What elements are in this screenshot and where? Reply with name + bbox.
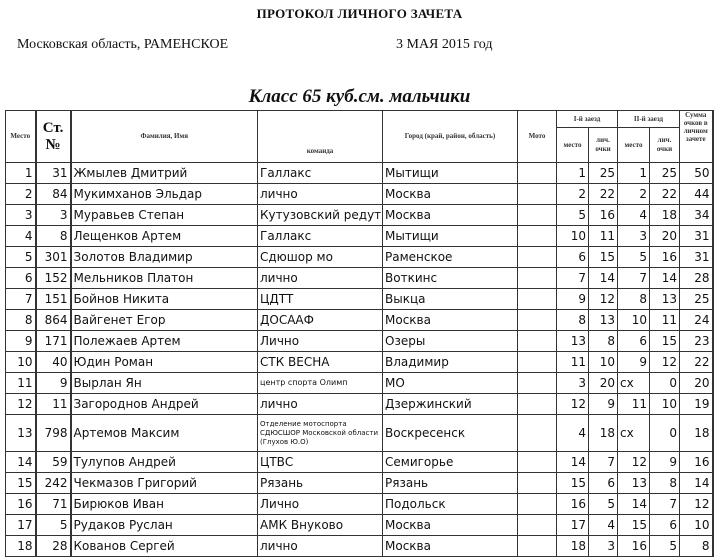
header-race1: I-й заезд bbox=[557, 111, 618, 128]
moto-cell bbox=[518, 247, 557, 268]
race2-points-cell: 25 bbox=[650, 163, 680, 184]
place-cell: 16 bbox=[6, 494, 36, 515]
total-cell: 10 bbox=[680, 515, 713, 536]
place-cell: 8 bbox=[6, 310, 36, 331]
name-cell: Мукимханов Эльдар bbox=[71, 184, 258, 205]
total-cell: 8 bbox=[680, 536, 713, 557]
race1-points-cell: 22 bbox=[589, 184, 618, 205]
protocol-title: ПРОТОКОЛ ЛИЧНОГО ЗАЧЕТА bbox=[256, 6, 463, 21]
race1-points-cell: 6 bbox=[589, 473, 618, 494]
header-race1-points: лич. очки bbox=[589, 128, 618, 163]
total-cell: 12 bbox=[680, 494, 713, 515]
place-cell: 10 bbox=[6, 352, 36, 373]
number-cell: 8 bbox=[36, 226, 71, 247]
table-row bbox=[6, 331, 713, 352]
race1-points-cell: 11 bbox=[589, 226, 618, 247]
total-cell: 34 bbox=[680, 205, 713, 226]
race2-place-cell: сх bbox=[618, 415, 650, 452]
race1-points-cell: 10 bbox=[589, 352, 618, 373]
place-cell: 1 bbox=[6, 163, 36, 184]
race1-place-cell: 10 bbox=[557, 226, 589, 247]
number-cell: 152 bbox=[36, 268, 71, 289]
place-cell: 5 bbox=[6, 247, 36, 268]
moto-cell bbox=[518, 473, 557, 494]
table-row bbox=[6, 415, 713, 452]
event-date: 3 МАЯ 2015 год bbox=[396, 37, 493, 52]
moto-cell bbox=[518, 205, 557, 226]
race2-points-cell: 0 bbox=[650, 415, 680, 452]
number-cell: 31 bbox=[36, 163, 71, 184]
race2-points-cell: 20 bbox=[650, 226, 680, 247]
number-cell: 171 bbox=[36, 331, 71, 352]
results-body bbox=[6, 163, 713, 557]
name-cell: Бирюков Иван bbox=[71, 494, 258, 515]
race2-place-cell: 8 bbox=[618, 289, 650, 310]
name-cell: Муравьев Степан bbox=[71, 205, 258, 226]
city-cell: Мытищи bbox=[383, 226, 518, 247]
moto-cell bbox=[518, 415, 557, 452]
race1-points-cell: 12 bbox=[589, 289, 618, 310]
table-row bbox=[6, 310, 713, 331]
number-cell: 40 bbox=[36, 352, 71, 373]
header-moto: Мото bbox=[518, 111, 557, 163]
place-cell: 7 bbox=[6, 289, 36, 310]
race2-place-cell: 4 bbox=[618, 205, 650, 226]
city-cell: МО bbox=[383, 373, 518, 394]
place-cell: 17 bbox=[6, 515, 36, 536]
team-cell: лично bbox=[258, 536, 383, 557]
race1-place-cell: 12 bbox=[557, 394, 589, 415]
number-cell: 3 bbox=[36, 205, 71, 226]
name-cell: Лещенков Артем bbox=[71, 226, 258, 247]
place-cell: 6 bbox=[6, 268, 36, 289]
race1-place-cell: 2 bbox=[557, 184, 589, 205]
total-cell: 44 bbox=[680, 184, 713, 205]
race2-points-cell: 14 bbox=[650, 268, 680, 289]
number-cell: 242 bbox=[36, 473, 71, 494]
place-cell: 3 bbox=[6, 205, 36, 226]
name-cell: Жмылев Дмитрий bbox=[71, 163, 258, 184]
place-cell: 12 bbox=[6, 394, 36, 415]
place-cell: 11 bbox=[6, 373, 36, 394]
total-cell: 31 bbox=[680, 226, 713, 247]
name-cell: Рудаков Руслан bbox=[71, 515, 258, 536]
total-cell: 20 bbox=[680, 373, 713, 394]
table-row bbox=[6, 394, 713, 415]
moto-cell bbox=[518, 515, 557, 536]
city-cell: Москва bbox=[383, 536, 518, 557]
race2-points-cell: 5 bbox=[650, 536, 680, 557]
table-row bbox=[6, 452, 713, 473]
results-table bbox=[5, 110, 714, 557]
name-cell: Бойнов Никита bbox=[71, 289, 258, 310]
race2-points-cell: 16 bbox=[650, 247, 680, 268]
header-race2: II-й заезд bbox=[618, 111, 680, 128]
team-cell: АМК Внуково bbox=[258, 515, 383, 536]
number-cell: 11 bbox=[36, 394, 71, 415]
moto-cell bbox=[518, 226, 557, 247]
race1-points-cell: 18 bbox=[589, 415, 618, 452]
table-row bbox=[6, 289, 713, 310]
city-cell: Мытищи bbox=[383, 163, 518, 184]
header-race2-place: место bbox=[618, 128, 650, 163]
number-cell: 5 bbox=[36, 515, 71, 536]
table-row bbox=[6, 205, 713, 226]
race2-place-cell: 6 bbox=[618, 331, 650, 352]
table-row bbox=[6, 184, 713, 205]
header-number: Ст. № bbox=[36, 111, 71, 163]
moto-cell bbox=[518, 331, 557, 352]
race2-place-cell: 10 bbox=[618, 310, 650, 331]
number-cell: 71 bbox=[36, 494, 71, 515]
race1-points-cell: 15 bbox=[589, 247, 618, 268]
race2-points-cell: 12 bbox=[650, 352, 680, 373]
place-cell: 15 bbox=[6, 473, 36, 494]
city-cell: Москва bbox=[383, 205, 518, 226]
race1-points-cell: 25 bbox=[589, 163, 618, 184]
number-cell: 84 bbox=[36, 184, 71, 205]
race2-points-cell: 11 bbox=[650, 310, 680, 331]
header-race2-points: лич. очки bbox=[650, 128, 680, 163]
team-cell: Галлакс bbox=[258, 226, 383, 247]
race1-points-cell: 20 bbox=[589, 373, 618, 394]
number-cell: 864 bbox=[36, 310, 71, 331]
header-place: Место bbox=[6, 111, 36, 163]
table-row bbox=[6, 226, 713, 247]
race2-points-cell: 8 bbox=[650, 473, 680, 494]
race1-points-cell: 7 bbox=[589, 452, 618, 473]
moto-cell bbox=[518, 536, 557, 557]
place-cell: 4 bbox=[6, 226, 36, 247]
team-cell: Лично bbox=[258, 494, 383, 515]
city-cell: Озеры bbox=[383, 331, 518, 352]
race1-place-cell: 9 bbox=[557, 289, 589, 310]
total-cell: 14 bbox=[680, 473, 713, 494]
city-cell: Подольск bbox=[383, 494, 518, 515]
race2-place-cell: 12 bbox=[618, 452, 650, 473]
team-cell: лично bbox=[258, 184, 383, 205]
number-cell: 301 bbox=[36, 247, 71, 268]
total-cell: 16 bbox=[680, 452, 713, 473]
total-cell: 50 bbox=[680, 163, 713, 184]
team-cell: Кутузовский редут bbox=[258, 205, 383, 226]
table-row bbox=[6, 515, 713, 536]
race1-points-cell: 3 bbox=[589, 536, 618, 557]
table-row bbox=[6, 373, 713, 394]
moto-cell bbox=[518, 184, 557, 205]
race2-place-cell: 2 bbox=[618, 184, 650, 205]
name-cell: Вырлан Ян bbox=[71, 373, 258, 394]
team-cell: Сдюшор мо bbox=[258, 247, 383, 268]
table-row bbox=[6, 494, 713, 515]
race1-place-cell: 6 bbox=[557, 247, 589, 268]
name-cell: Вайгенет Егор bbox=[71, 310, 258, 331]
table-row bbox=[6, 268, 713, 289]
race1-place-cell: 15 bbox=[557, 473, 589, 494]
race2-points-cell: 22 bbox=[650, 184, 680, 205]
name-cell: Юдин Роман bbox=[71, 352, 258, 373]
header-race1-place: место bbox=[557, 128, 589, 163]
number-cell: 59 bbox=[36, 452, 71, 473]
city-cell: Выкца bbox=[383, 289, 518, 310]
race1-place-cell: 8 bbox=[557, 310, 589, 331]
race2-points-cell: 0 bbox=[650, 373, 680, 394]
race1-points-cell: 14 bbox=[589, 268, 618, 289]
moto-cell bbox=[518, 163, 557, 184]
name-cell: Загороднов Андрей bbox=[71, 394, 258, 415]
race1-place-cell: 11 bbox=[557, 352, 589, 373]
race1-place-cell: 5 bbox=[557, 205, 589, 226]
team-cell: Рязань bbox=[258, 473, 383, 494]
race2-points-cell: 9 bbox=[650, 452, 680, 473]
city-cell: Воткинс bbox=[383, 268, 518, 289]
moto-cell bbox=[518, 268, 557, 289]
name-cell: Тулупов Андрей bbox=[71, 452, 258, 473]
race1-points-cell: 5 bbox=[589, 494, 618, 515]
race2-points-cell: 6 bbox=[650, 515, 680, 536]
number-cell: 9 bbox=[36, 373, 71, 394]
race1-place-cell: 14 bbox=[557, 452, 589, 473]
name-cell: Мельников Платон bbox=[71, 268, 258, 289]
team-cell: лично bbox=[258, 394, 383, 415]
name-cell: Чекмазов Григорий bbox=[71, 473, 258, 494]
moto-cell bbox=[518, 394, 557, 415]
moto-cell bbox=[518, 452, 557, 473]
race2-place-cell: 13 bbox=[618, 473, 650, 494]
place-cell: 2 bbox=[6, 184, 36, 205]
race2-place-cell: 11 bbox=[618, 394, 650, 415]
race2-place-cell: 9 bbox=[618, 352, 650, 373]
name-cell: Кованов Сергей bbox=[71, 536, 258, 557]
city-cell: Москва bbox=[383, 515, 518, 536]
race1-place-cell: 7 bbox=[557, 268, 589, 289]
class-heading: Класс 65 куб.см. мальчики bbox=[248, 86, 471, 107]
race2-points-cell: 13 bbox=[650, 289, 680, 310]
race2-place-cell: 14 bbox=[618, 494, 650, 515]
race1-place-cell: 1 bbox=[557, 163, 589, 184]
race1-points-cell: 16 bbox=[589, 205, 618, 226]
moto-cell bbox=[518, 352, 557, 373]
table-row bbox=[6, 163, 713, 184]
total-cell: 28 bbox=[680, 268, 713, 289]
total-cell: 24 bbox=[680, 310, 713, 331]
place-cell: 13 bbox=[6, 415, 36, 452]
total-cell: 23 bbox=[680, 331, 713, 352]
race1-place-cell: 17 bbox=[557, 515, 589, 536]
city-cell: Москва bbox=[383, 184, 518, 205]
name-cell: Золотов Владимир bbox=[71, 247, 258, 268]
moto-cell bbox=[518, 310, 557, 331]
race1-points-cell: 9 bbox=[589, 394, 618, 415]
place-cell: 18 bbox=[6, 536, 36, 557]
race1-points-cell: 13 bbox=[589, 310, 618, 331]
moto-cell bbox=[518, 289, 557, 310]
race2-points-cell: 10 bbox=[650, 394, 680, 415]
city-cell: Владимир bbox=[383, 352, 518, 373]
table-row bbox=[6, 536, 713, 557]
total-cell: 25 bbox=[680, 289, 713, 310]
moto-cell bbox=[518, 494, 557, 515]
race1-place-cell: 18 bbox=[557, 536, 589, 557]
number-cell: 28 bbox=[36, 536, 71, 557]
team-cell: ЦДТТ bbox=[258, 289, 383, 310]
place-cell: 9 bbox=[6, 331, 36, 352]
header-city: Город (край, район, область) bbox=[383, 111, 518, 163]
city-cell: Семигорье bbox=[383, 452, 518, 473]
race1-points-cell: 4 bbox=[589, 515, 618, 536]
total-cell: 31 bbox=[680, 247, 713, 268]
race1-place-cell: 16 bbox=[557, 494, 589, 515]
total-cell: 19 bbox=[680, 394, 713, 415]
race2-place-cell: сх bbox=[618, 373, 650, 394]
moto-cell bbox=[518, 373, 557, 394]
table-row bbox=[6, 247, 713, 268]
team-cell: СТК ВЕСНА bbox=[258, 352, 383, 373]
team-cell: лично bbox=[258, 268, 383, 289]
team-cell: Галлакс bbox=[258, 163, 383, 184]
header-team: команда bbox=[258, 111, 383, 163]
header-name: Фамилия, Имя bbox=[71, 111, 258, 163]
race2-points-cell: 7 bbox=[650, 494, 680, 515]
team-cell: ЦТВС bbox=[258, 452, 383, 473]
race2-points-cell: 18 bbox=[650, 205, 680, 226]
race2-place-cell: 7 bbox=[618, 268, 650, 289]
city-cell: Москва bbox=[383, 310, 518, 331]
event-location: Московская область, РАМЕНСКОЕ bbox=[17, 37, 229, 52]
team-cell: Отделение мотоспорта СДЮСШОР Московской области (Глухов Ю.О) bbox=[258, 415, 383, 452]
table-row bbox=[6, 473, 713, 494]
city-cell: Рязань bbox=[383, 473, 518, 494]
total-cell: 22 bbox=[680, 352, 713, 373]
team-cell: ДОСААФ bbox=[258, 310, 383, 331]
race2-points-cell: 15 bbox=[650, 331, 680, 352]
city-cell: Воскресенск bbox=[383, 415, 518, 452]
race2-place-cell: 5 bbox=[618, 247, 650, 268]
race2-place-cell: 3 bbox=[618, 226, 650, 247]
race2-place-cell: 15 bbox=[618, 515, 650, 536]
race1-place-cell: 13 bbox=[557, 331, 589, 352]
number-cell: 798 bbox=[36, 415, 71, 452]
team-cell: Лично bbox=[258, 331, 383, 352]
number-cell: 151 bbox=[36, 289, 71, 310]
total-cell: 18 bbox=[680, 415, 713, 452]
header-total: Сумма очков в личном зачете bbox=[680, 111, 713, 163]
city-cell: Раменское bbox=[383, 247, 518, 268]
race1-points-cell: 8 bbox=[589, 331, 618, 352]
name-cell: Артемов Максим bbox=[71, 415, 258, 452]
race1-place-cell: 4 bbox=[557, 415, 589, 452]
place-cell: 14 bbox=[6, 452, 36, 473]
race2-place-cell: 16 bbox=[618, 536, 650, 557]
race2-place-cell: 1 bbox=[618, 163, 650, 184]
team-cell: центр спорта Олимп bbox=[258, 373, 383, 394]
city-cell: Дзержинский bbox=[383, 394, 518, 415]
table-row bbox=[6, 352, 713, 373]
name-cell: Полежаев Артем bbox=[71, 331, 258, 352]
race1-place-cell: 3 bbox=[557, 373, 589, 394]
